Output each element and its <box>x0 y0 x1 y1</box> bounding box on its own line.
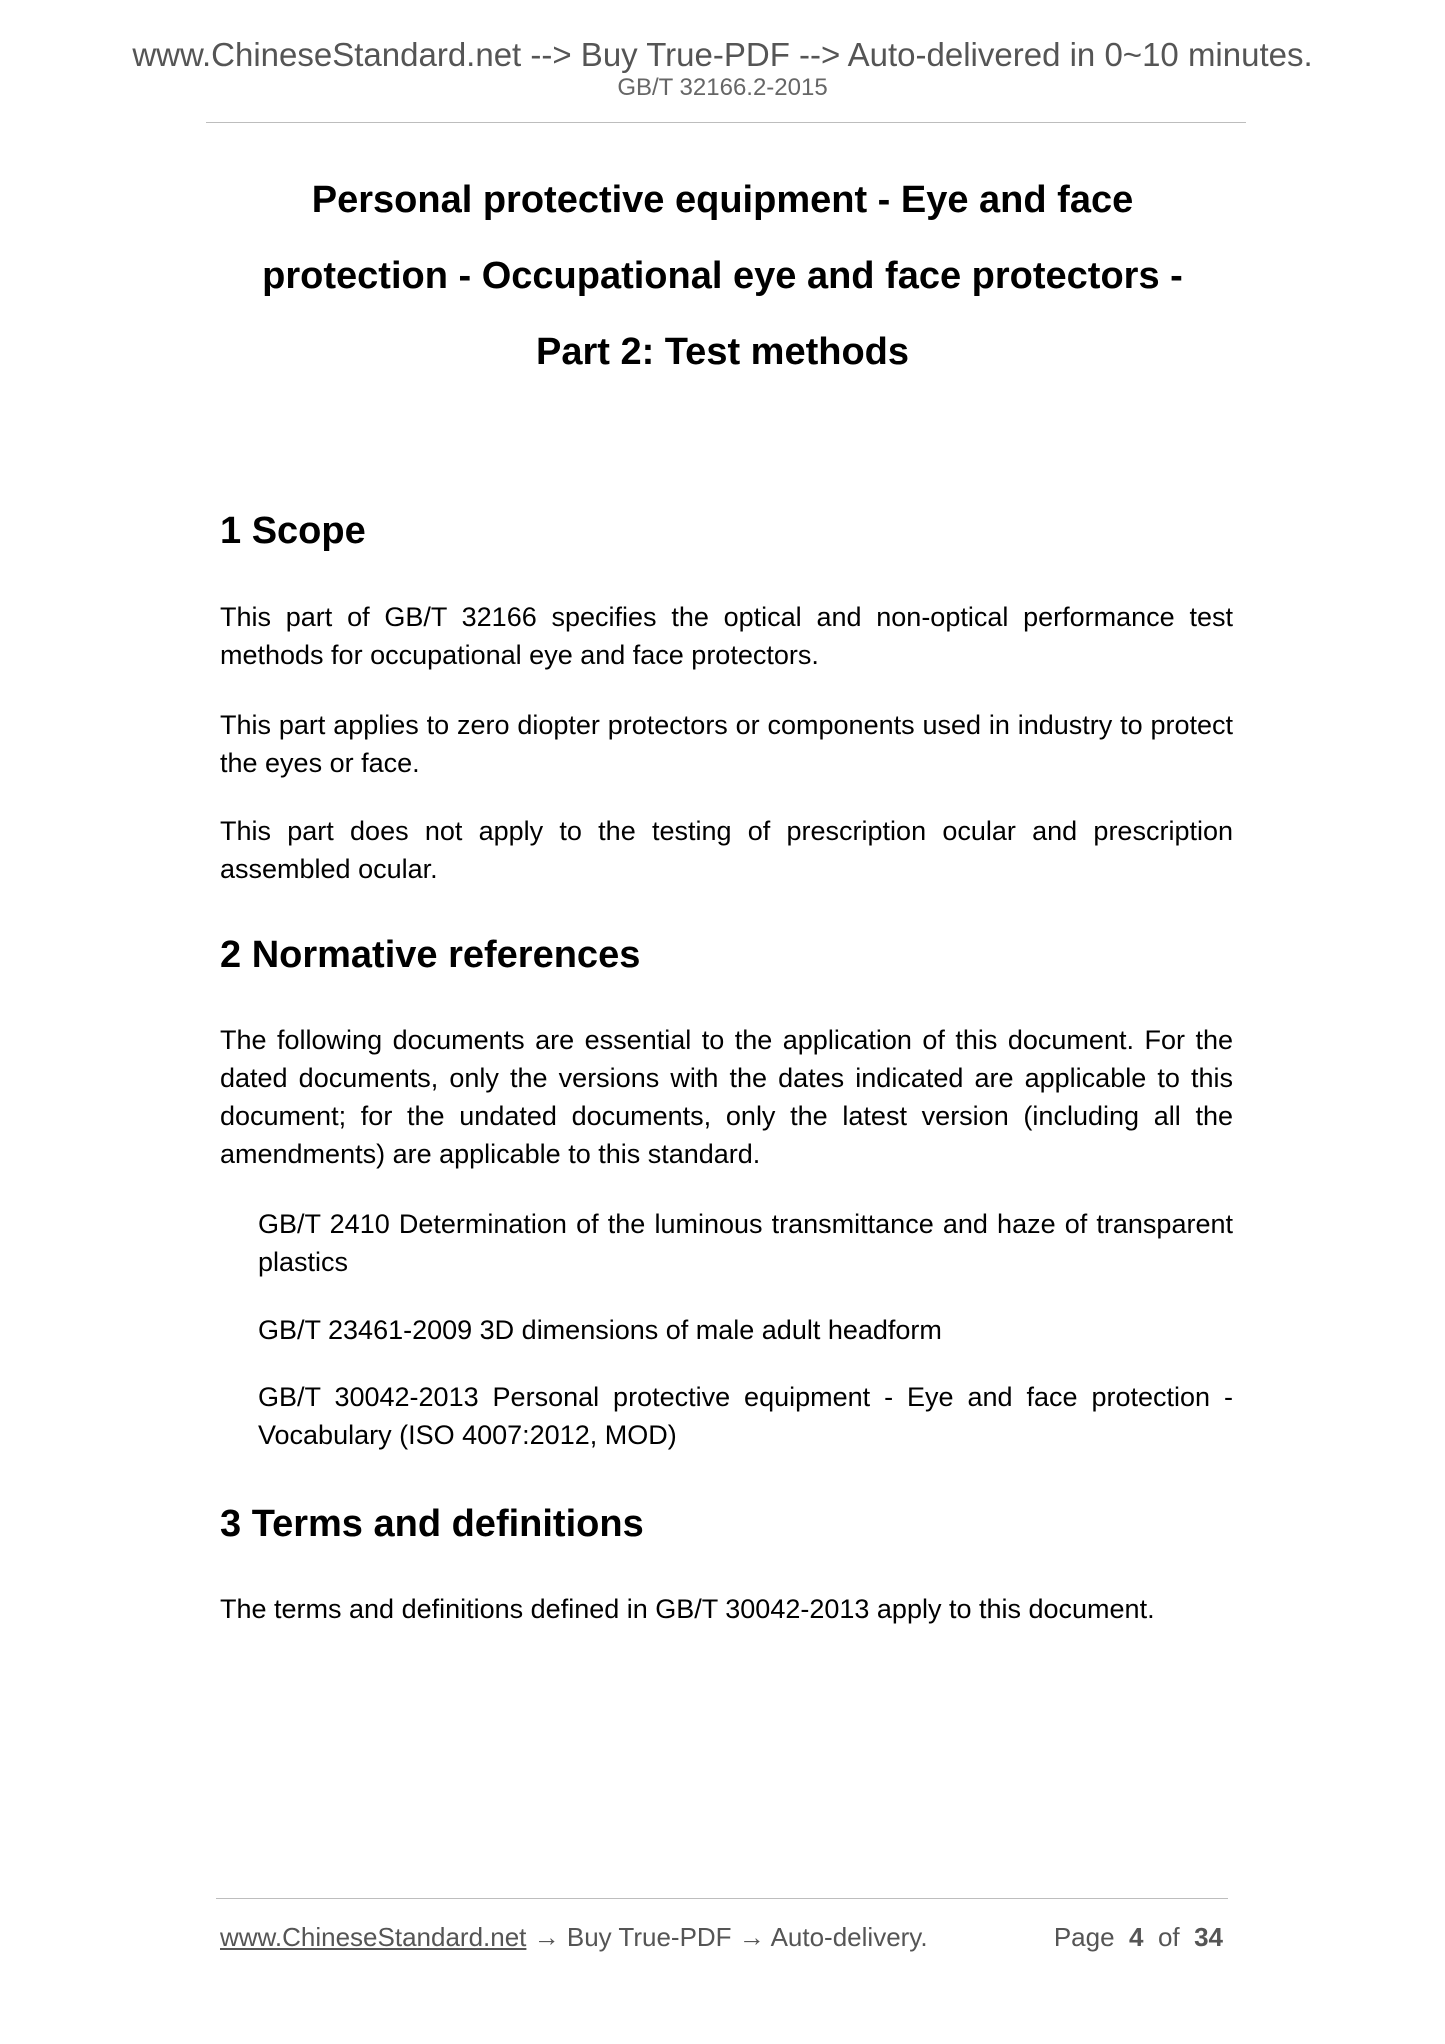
document-title <box>200 162 1245 390</box>
reference-item: GB/T 2410 Determination of the luminous transmittance and haze of transparent plastics <box>258 1209 1233 1277</box>
header-divider <box>206 122 1246 123</box>
title-line-2: protection - Occupational eye and face protectors - <box>262 255 1183 297</box>
footer-website-link[interactable]: www.ChineseStandard.net <box>220 1922 527 1952</box>
standard-number: GB/T 32166.2-2015 <box>617 74 828 101</box>
total-page-count: 34 <box>1194 1922 1223 1952</box>
scope-paragraph-3: This part does not apply to the testing of prescription ocular and prescription assembled ocular. <box>220 816 1233 884</box>
page-footer <box>220 1920 1228 1954</box>
header-banner: www.ChineseStandard.net --> Buy True-PDF --> Auto-delivered in 0~10 minutes. <box>132 36 1313 73</box>
normative-intro-paragraph: The following documents are essential to the application of this document. For the dated documents, only the versions with the dates indicated are applicable to this document; for the undated documents, only the latest version (including all the amendments) are applicable to this standard. <box>220 1025 1233 1169</box>
normative-references-heading: 2 Normative references <box>220 934 641 976</box>
current-page-number: 4 <box>1129 1922 1144 1952</box>
page-word: Page <box>1053 1922 1115 1952</box>
of-word: of <box>1157 1922 1180 1952</box>
title-line-3: Part 2: Test methods <box>535 331 910 373</box>
scope-paragraph-2: This part applies to zero diopter protectors or components used in industry to protect the eyes or face. <box>220 710 1233 778</box>
scope-paragraph-1: This part of GB/T 32166 specifies the optical and non-optical performance test methods for occupational eye and face protectors. <box>220 602 1233 670</box>
reference-item: GB/T 30042-2013 Personal protective equipment - Eye and face protection - Vocabulary (ISO 4007:2012, MOD) <box>258 1382 1233 1450</box>
reference-item: GB/T 23461-2009 3D dimensions of male adult headform <box>258 1315 942 1345</box>
footer-divider <box>216 1898 1228 1899</box>
page-indicator <box>1054 1920 1223 1954</box>
footer-tagline: → Buy True-PDF → Auto-delivery. <box>526 1922 928 1952</box>
terms-paragraph: The terms and definitions defined in GB/T 30042-2013 apply to this document. <box>220 1594 1155 1624</box>
scope-heading: 1 Scope <box>220 510 366 552</box>
terms-definitions-heading: 3 Terms and definitions <box>220 1503 644 1545</box>
title-line-1: Personal protective equipment - Eye and face <box>311 179 1134 221</box>
